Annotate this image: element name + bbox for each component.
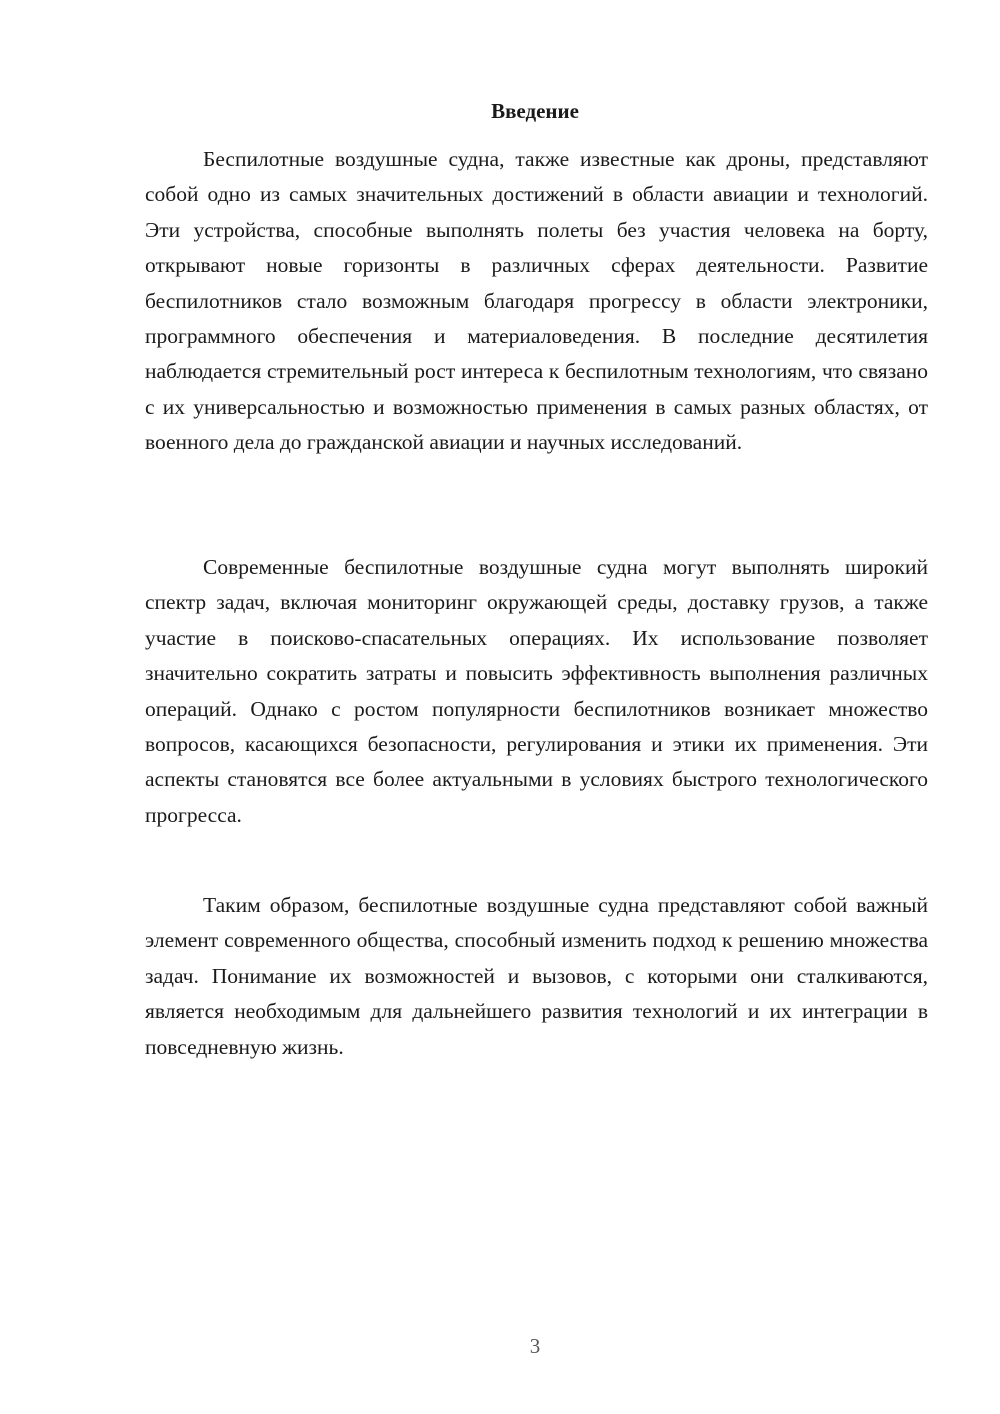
paragraph-tasks: Современные беспилотные воздушные судна могут выполнять широкий спектр задач, включая мониторинг окружающей среды, доставку грузов, а также участие в поисково-спасательных операциях. Их использование позволяет значительно сократить затраты и повысить эффективность выполнения различных операций. Однако с ростом популярности беспилотников возникает множество вопросов, касающихся безопасности, регулирования и этики их применения. Эти аспекты становятся все более актуальными в условиях быстрого технологического прогресса. [145,555,928,827]
page-title: Введение [491,99,579,123]
paragraph-intro: Беспилотные воздушные судна, также известные как дроны, представляют собой одно из самых значительных достижений в области авиации и технологий. Эти устройства, способные выполнять полеты без участия человека на борту, открывают новые горизонты в различных сферах деятельности. Развитие беспилотников стало возможным благодаря прогрессу в области электроники, программного обеспечения и материаловедения. В последние десятилетия наблюдается стремительный рост интереса к беспилотным технологиям, что связано с их универсальностью и возможностью применения в самых разных областях, от военного дела до гражданской авиации и научных исследований. [145,147,928,455]
paragraph-conclusion: Таким образом, беспилотные воздушные судна представляют собой важный элемент современного общества, способный изменить подход к решению множества задач. Понимание их возможностей и вызовов, с которыми они сталкиваются, является необходимым для дальнейшего развития технологий и их интеграции в повседневную жизнь. [145,893,928,1059]
page-number: 3 [529,1334,541,1358]
